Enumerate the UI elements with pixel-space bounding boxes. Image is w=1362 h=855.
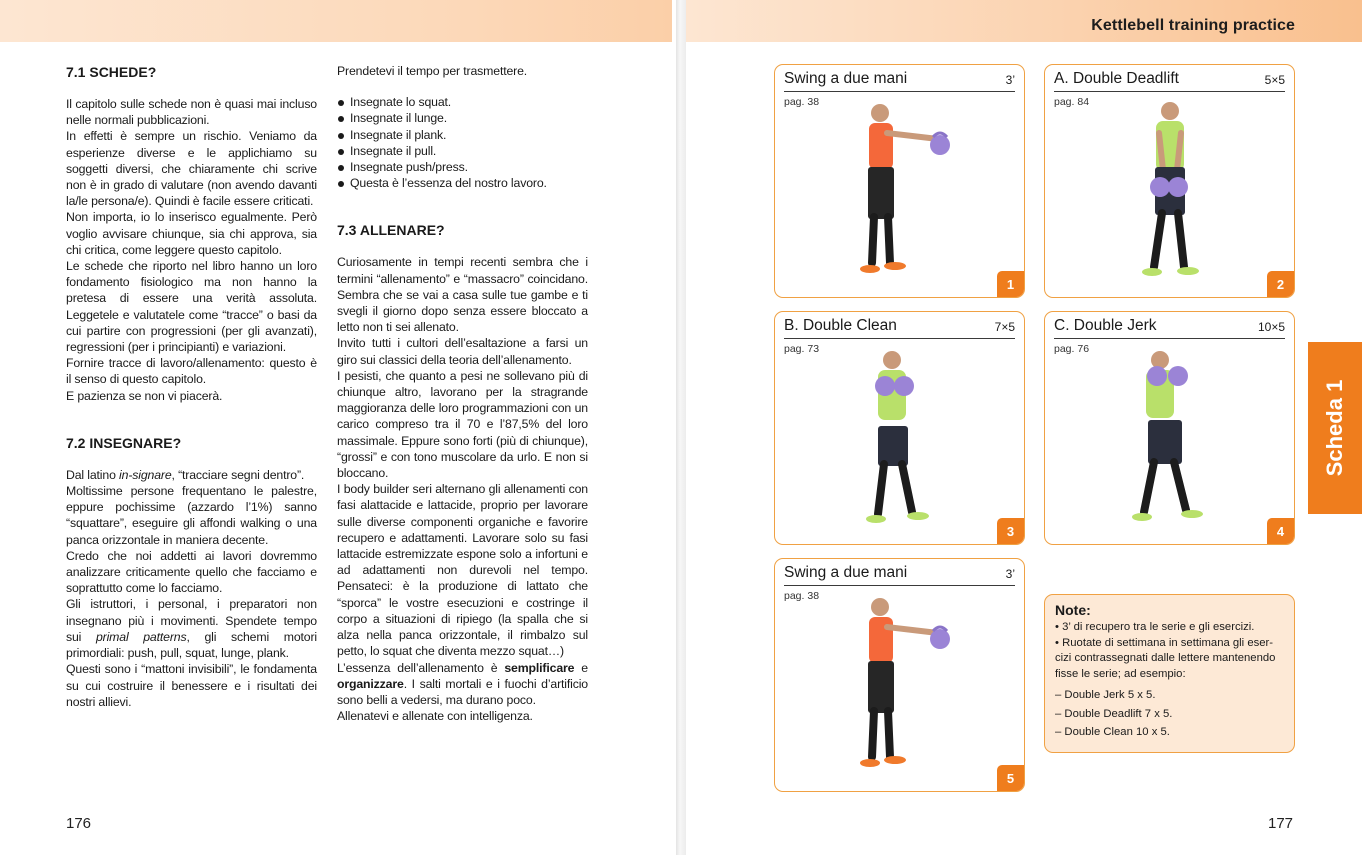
list-item: Insegnate il pull. (337, 143, 588, 159)
card-page-ref: pag. 38 (784, 590, 820, 602)
paragraph: I pesisti, che quanto a pesi ne sollevano più di chiunque altro, lavorano per la stragrande maggioranza delle loro programmazioni con un carico compreso tra il 70 e l’87,5% del loro massimale. Eppure sono forti (più di chiunque), “grossi” e con tono muscolare da urlo. E non si bloccano. (337, 368, 588, 481)
paragraph: Fornire tracce di lavoro/allenamento: questo è il senso di questo capitolo. (66, 356, 317, 387)
note-example: – Double Clean 10 x 5. (1055, 726, 1170, 738)
card-number-badge: 3 (997, 518, 1024, 544)
card-title: Swing a due mani (784, 564, 908, 581)
jerk-exercise-figure (1110, 346, 1230, 530)
card-reps: 10×5 (1257, 320, 1285, 334)
card-reps: 3’ (1005, 73, 1015, 87)
note-line: • 3’ di recupero tra le serie e gli esercizi. (1055, 621, 1255, 633)
card-reps: 5×5 (1264, 73, 1285, 87)
exercise-card-4 (1044, 311, 1295, 545)
list-item: Insegnate lo squat. (337, 94, 588, 110)
paragraph: Curiosamente in tempi recenti sembra che i termini “allenamento” e “massacro” coincidano. Sembra che se vai a casa sulle tue gambe e ti svegli il giorno dopo senza essere bloccato a letto non ti sei allenato. (337, 255, 588, 335)
list-item: Insegnate il lunge. (337, 110, 588, 126)
list-item: Insegnate push/press. (337, 159, 588, 175)
card-rule (1054, 338, 1285, 339)
header-band-left (0, 0, 672, 42)
exercise-card-1 (774, 64, 1025, 298)
card-page-ref: pag. 38 (784, 96, 820, 108)
paragraph: Allenatevi e allenate con intelligenza. (337, 709, 533, 724)
clean-exercise-figure (840, 346, 960, 530)
bullet-list (337, 94, 588, 191)
side-tab-label: Scheda 1 (1322, 379, 1347, 477)
card-title: A. Double Deadlift (1054, 70, 1179, 87)
right-page (686, 0, 1362, 855)
book-gutter (676, 0, 686, 855)
exercise-card-2 (1044, 64, 1295, 298)
paragraph: Gli istruttori, i personal, i preparatori non insegnano più i movimenti. Spendete tempo sui primal patterns, gli schemi motori primordiali: push, pull, squat, lunge, plank. (66, 597, 317, 661)
card-number-badge: 4 (1267, 518, 1294, 544)
text-column-1 (66, 63, 317, 710)
card-number-badge: 5 (997, 765, 1024, 791)
note-example: – Double Jerk 5 x 5. (1055, 689, 1156, 701)
section-heading-7-1: 7.1 SCHEDE? (66, 64, 157, 80)
card-number-badge: 1 (997, 271, 1024, 297)
card-page-ref: pag. 76 (1054, 343, 1090, 355)
card-title: C. Double Jerk (1054, 317, 1157, 334)
note-line: cizi contrassegnati dalle lettere mantenendo (1055, 652, 1276, 664)
card-rule (784, 338, 1015, 339)
note-line: fisse le serie; ad esempio: (1055, 667, 1186, 680)
note-line: • Ruotate di settimana in settimana gli eser- (1055, 636, 1274, 649)
section-heading-7-3: 7.3 ALLENARE? (337, 222, 445, 239)
text-column-2 (337, 63, 588, 724)
paragraph: Le schede che riporto nel libro hanno un loro fondamento fisiologico ma non hanno la pretesa di essere una verità assoluta. Leggetele e valutatele come “tracce” o basi da cui partire con progressioni (per gli avanzati), regressioni (per i principianti) e variazioni. (66, 259, 317, 355)
running-head: Kettlebell training practice (1091, 17, 1295, 34)
paragraph: Questi sono i “mattoni invisibili”, le fondamenta su cui costruire il benessere e i risultati dei nostri allievi. (66, 662, 317, 709)
paragraph: Invito tutti i cultori dell’esaltazione a farsi un giro sui classici della teoria dell’allenamento. (337, 336, 588, 367)
paragraph: Il capitolo sulle schede non è quasi mai incluso nelle normali pubblicazioni. (66, 97, 317, 128)
paragraph: Dal latino in-signare, “tracciare segni dentro”. (66, 467, 305, 482)
page-number-right: 177 (1268, 815, 1294, 832)
paragraph: Moltissime persone frequentano le palestre, eppure pochissime (azzardo l’1%) sanno “squattare”, eseguire gli affondi walking o una panca orizzontale in maniera decente. (66, 484, 317, 547)
card-reps: 3’ (1005, 567, 1015, 581)
notes-box (1044, 594, 1295, 753)
section-heading-7-2: 7.2 INSEGNARE? (66, 434, 182, 451)
paragraph: E pazienza se non vi piacerà. (66, 388, 223, 403)
note-example: – Double Deadlift 7 x 5. (1055, 707, 1173, 720)
card-reps: 7×5 (994, 320, 1015, 334)
left-page (0, 0, 676, 855)
list-item: Questa è l’essenza del nostro lavoro. (337, 175, 588, 191)
page-number-left: 176 (66, 815, 92, 832)
section-side-tab (1308, 342, 1362, 514)
card-rule (1054, 91, 1285, 92)
card-title: B. Double Clean (784, 317, 897, 334)
card-page-ref: pag. 73 (784, 343, 820, 355)
swing-exercise-figure (840, 99, 960, 283)
paragraph: In effetti è sempre un rischio. Veniamo da esperienze diverse e le applichiamo su soggetti diversi, che chiaramente chi scrive non è in grado di valutare (non avendo davanti la/le persona/e). Quindi è facile essere criticati. (66, 129, 317, 209)
card-page-ref: pag. 84 (1054, 96, 1090, 108)
deadlift-exercise-figure (1110, 99, 1230, 283)
card-rule (784, 91, 1015, 92)
card-rule (784, 585, 1015, 586)
exercise-card-3 (774, 311, 1025, 545)
card-title: Swing a due mani (784, 70, 908, 87)
paragraph: Prendetevi il tempo per trasmettere. (337, 64, 528, 78)
paragraph: Credo che noi addetti ai lavori dovremmo analizzare criticamente quello che facciamo e soprattutto come lo facciamo. (66, 548, 317, 596)
paragraph: I body builder seri alternano gli allenamenti con fasi alattacide e lattacide, proprio per lavorare sulle diverse componenti organiche e favorire recupero e adattamenti. Lavorare solo su fasi lattacide estremizzate espone solo a infortuni e ad adattamenti non durevoli nel tempo. Pensateci: è la produzione di lattato che “sporca” le vostre esecuzioni e costringe il corpo a situazioni di ripiego (la spalla che si alza nella panca orizzontale, il rimbalzo sul petto, lo squat che diventa mezzo squat…) (337, 482, 588, 659)
list-item: Insegnate il plank. (337, 127, 588, 143)
notes-title: Note: (1055, 602, 1091, 618)
paragraph: L’essenza dell’allenamento è semplificare e organizzare. I salti mortali e i fuochi d’artificio sono belli a vedersi, ma durano poco. (337, 660, 588, 707)
paragraph: Non importa, io lo inserisco egualmente. Però voglio avvisare chiunque, sia chi approva, sia chi critica, come leggere questo capitolo. (66, 210, 317, 257)
swing-exercise-figure (840, 593, 960, 777)
card-number-badge: 2 (1267, 271, 1294, 297)
exercise-card-5 (774, 558, 1025, 792)
